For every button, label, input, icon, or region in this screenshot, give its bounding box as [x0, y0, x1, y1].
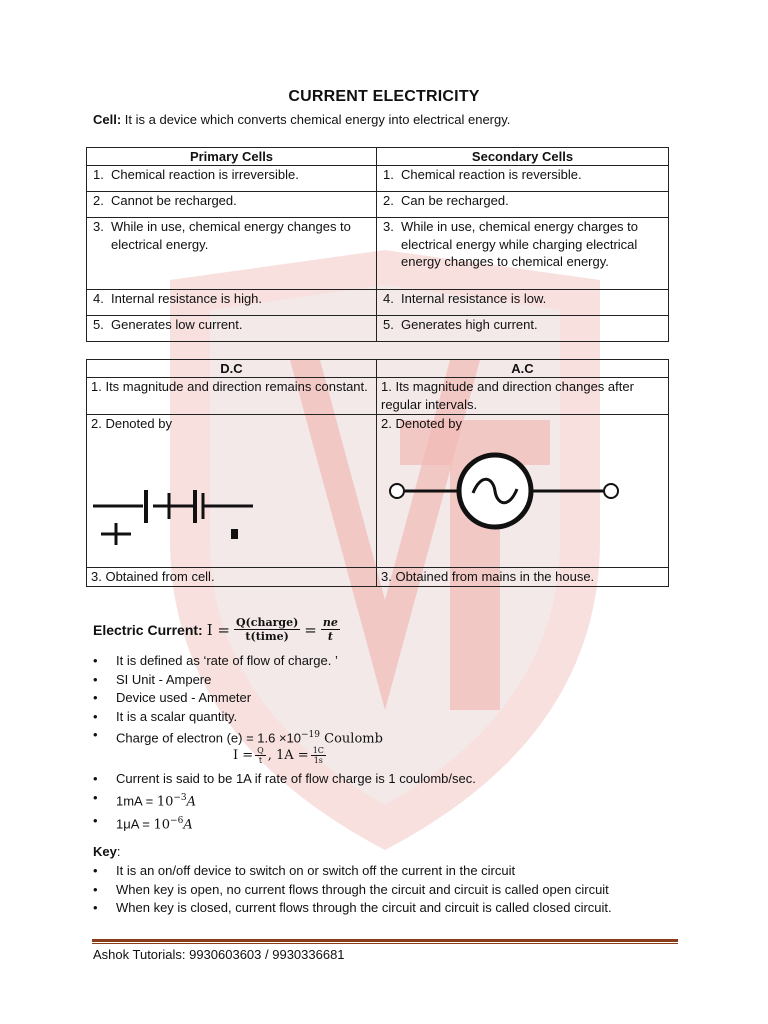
electron-charge-unit: Coulomb	[320, 731, 383, 747]
eq-lhs: I =	[233, 748, 254, 763]
primary-cell-text: While in use, chemical energy changes to electrical energy.	[111, 219, 351, 252]
footer-contact: Ashok Tutorials: 9930603603 / 9930336681	[93, 947, 345, 962]
table-header-row	[87, 148, 669, 166]
milliamp-unit: A	[186, 793, 197, 809]
microamp-prefix: 1μA =	[116, 815, 154, 831]
electric-current-heading	[93, 616, 344, 643]
current-formula	[207, 616, 344, 643]
table-row	[87, 316, 669, 342]
secondary-cell-text: Internal resistance is low.	[401, 291, 547, 306]
row-number: 5.	[383, 317, 394, 332]
table-row	[87, 378, 669, 415]
footer-divider	[92, 939, 678, 942]
dc-denoted-text: 2. Denoted by	[91, 416, 172, 431]
ac-source-symbol-icon	[381, 435, 621, 565]
milliamp-exponent: −3	[173, 792, 187, 803]
fraction-ne-t	[321, 616, 340, 643]
dc-ac-comparison-table	[86, 359, 669, 587]
footer-divider-thin	[92, 943, 678, 944]
row-number: 2.	[383, 193, 394, 208]
list-item: • When key is open, no current flows through the circuit and circuit is called open circuit	[93, 881, 612, 900]
secondary-cell-text: Generates high current.	[401, 317, 538, 332]
electron-charge-exponent: −19	[301, 730, 321, 741]
table-row	[87, 192, 669, 218]
header-secondary-cells: Secondary Cells	[377, 148, 669, 166]
microamp-unit: A	[183, 816, 193, 832]
row-number: 3.	[93, 219, 104, 234]
dc-source-text: 3. Obtained from cell.	[87, 568, 377, 587]
list-item	[93, 812, 476, 835]
ac-source-text: 3. Obtained from mains in the house.	[377, 568, 669, 587]
key-facts-list	[93, 862, 612, 918]
list-item: • It is a scalar quantity.	[93, 708, 383, 727]
milliamp-prefix: 1mA =	[116, 792, 157, 808]
table-row	[87, 166, 669, 192]
current-facts-list	[93, 652, 383, 749]
primary-cell-text: Internal resistance is high.	[111, 291, 263, 306]
ac-property-text: 1. Its magnitude and direction changes after regular intervals.	[377, 378, 669, 415]
header-ac: A.C	[377, 360, 669, 378]
cell-definition	[93, 112, 510, 127]
table-row	[87, 415, 669, 568]
header-dc: D.C	[87, 360, 377, 378]
table-header-row	[87, 360, 669, 378]
row-number: 3.	[383, 219, 394, 234]
cell-label: Cell:	[93, 112, 122, 127]
table-row	[87, 290, 669, 316]
electron-charge-text: Charge of electron (e) = 1.6 ×10	[116, 730, 302, 746]
list-item: • It is an on/off device to switch on or switch off the current in the circuit	[93, 862, 612, 881]
fraction-denominator: t	[327, 630, 333, 643]
key-colon: :	[116, 844, 121, 859]
fraction-coulomb-second	[311, 746, 326, 765]
fraction-q-t	[255, 746, 266, 765]
cells-comparison-table	[86, 147, 669, 342]
secondary-cell-text: Chemical reaction is reversible.	[401, 167, 582, 182]
fraction-denominator: t	[258, 756, 263, 765]
dc-property-text: 1. Its magnitude and direction remains constant.	[87, 378, 377, 415]
microamp-exponent: −6	[170, 815, 184, 826]
row-number: 1.	[93, 167, 104, 182]
fraction-numerator: Q	[257, 746, 264, 755]
secondary-cell-text: While in use, chemical energy charges to electrical energy while charging electrical energy changes to chemical energy.	[401, 219, 639, 269]
primary-cell-text: Chemical reaction is irreversible.	[111, 167, 299, 182]
table-row	[87, 568, 669, 587]
row-number: 1.	[383, 167, 394, 182]
key-heading	[93, 844, 120, 859]
table-row	[87, 218, 669, 290]
page-title: CURRENT ELECTRICITY	[288, 88, 480, 105]
list-item	[93, 789, 476, 812]
list-item: • SI Unit - Ampere	[93, 671, 383, 690]
fraction-numerator: ne	[322, 616, 338, 629]
cell-text: It is a device which converts chemical energy into electrical energy.	[121, 112, 511, 127]
fraction-denominator: t(time)	[245, 630, 289, 643]
primary-cell-text: Generates low current.	[111, 317, 243, 332]
fraction-numerator: 1C	[312, 746, 324, 755]
primary-cell-text: Cannot be recharged.	[111, 193, 237, 208]
list-item: • It is defined as ‘rate of flow of charge. ’	[93, 652, 383, 671]
row-number: 4.	[383, 291, 394, 306]
ac-denoted-text: 2. Denoted by	[381, 416, 462, 431]
key-label: Key	[93, 844, 117, 859]
row-number: 2.	[93, 193, 104, 208]
list-item: • Device used - Ammeter	[93, 689, 383, 708]
row-number: 4.	[93, 291, 104, 306]
ampere-facts-list	[93, 770, 476, 834]
list-item: • When key is closed, current flows through the circuit and circuit is called closed circuit.	[93, 899, 612, 918]
dc-battery-symbol-icon	[91, 435, 271, 565]
fraction-charge-time	[234, 616, 300, 643]
fraction-numerator: Q(charge)	[235, 616, 299, 629]
electric-current-label: Electric Current:	[93, 621, 203, 638]
microamp-base: 10	[153, 816, 171, 832]
fraction-denominator: 1s	[313, 756, 323, 765]
formula-equals: =	[304, 620, 317, 639]
formula-lhs: I =	[206, 620, 230, 639]
list-item: • Current is said to be 1A if rate of flow charge is 1 coulomb/sec.	[93, 770, 476, 789]
current-unit-equation	[233, 746, 328, 765]
row-number: 5.	[93, 317, 104, 332]
header-primary-cells: Primary Cells	[87, 148, 377, 166]
secondary-cell-text: Can be recharged.	[401, 193, 509, 208]
eq-mid: , 1A =	[267, 748, 309, 763]
milliamp-base: 10	[156, 793, 174, 809]
